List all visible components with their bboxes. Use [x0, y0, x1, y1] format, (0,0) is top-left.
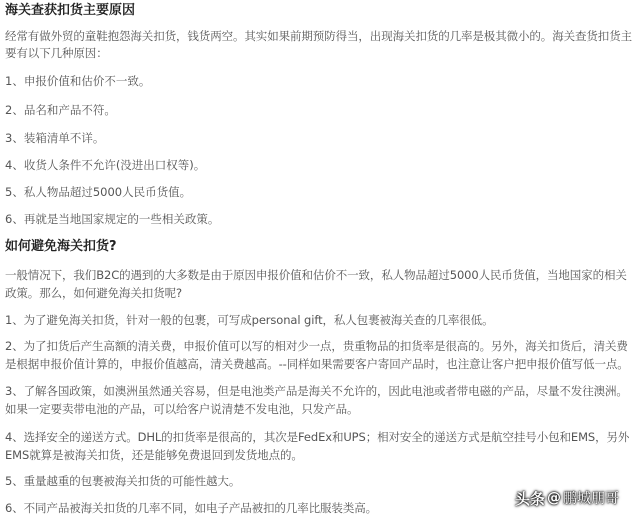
intro-paragraph: 经常有做外贸的童鞋抱怨海关扣货，钱货两空。其实如果前期预防得当，出现海关扣货的几率是极其微小的。海关查货扣货主要有以下几种原因：: [5, 29, 632, 60]
author-watermark: [511, 486, 623, 510]
section-heading-avoid: 如何避免海关扣货?: [5, 239, 117, 254]
tip-item: 5、重量越重的包裹被海关扣货的可能性越大。: [5, 474, 241, 488]
watermark-brand: 头条: [515, 489, 546, 508]
tip-item: 3、了解各国政策，如澳洲虽然通关容易，但是电池类产品是海关不允许的，因此电池或者带电磁的产品，尽量不发往澳洲。如果一定要卖带电池的产品，可以给客户说清楚不发电池，只发产品。: [5, 384, 628, 416]
reason-item: 1、申报价值和估价不一致。: [5, 74, 151, 88]
reason-item: 3、装箱清单不详。: [5, 131, 105, 145]
reason-item: 2、品名和产品不符。: [5, 103, 116, 117]
tip-item: 6、不同产品被海关扣货的几率不同，如电子产品被扣的几率比服装类高。: [5, 501, 378, 515]
watermark-at-sign: @: [547, 490, 562, 506]
avoid-intro-paragraph: 一般情况下，我们B2C的遇到的大多数是由于原因申报价值和估价不一致，私人物品超过5000人民币货值，当地国家的相关政策。那么，如何避免海关扣货呢?: [5, 268, 627, 300]
tip-item: 1、为了避免海关扣货，针对一般的包裹，可写成personal gift，私人包裹被海关查的几率很低。: [5, 313, 494, 327]
reason-item: 6、再就是当地国家规定的一些相关政策。: [5, 212, 220, 226]
reason-item: 5、私人物品超过5000人民币货值。: [5, 185, 192, 199]
watermark-author: 鹏城朋哥: [563, 491, 620, 507]
tip-item: 2、为了扣货后产生高额的清关费，申报价值可以写的相对少一点，贵重物品的扣货率是很高的。另外，海关扣货后，清关费是根据申报价值计算的，申报价值越高，清关费越高。--同样如果需要客户寄回产品时，也注意让客户把申报价值写低一点。: [5, 339, 629, 371]
tip-item: 4、选择安全的递送方式。DHL的扣货率是很高的，其次是FedEx和UPS；相对安全的递送方式是航空挂号小包和EMS，另外EMS就算是被海关扣货，还是能够免费退回到发货地点的。: [5, 430, 630, 462]
reason-item: 4、收货人条件不允许(没进出口权等)。: [5, 158, 206, 172]
section-heading-causes: 海关查获扣货主要原因: [5, 3, 136, 18]
